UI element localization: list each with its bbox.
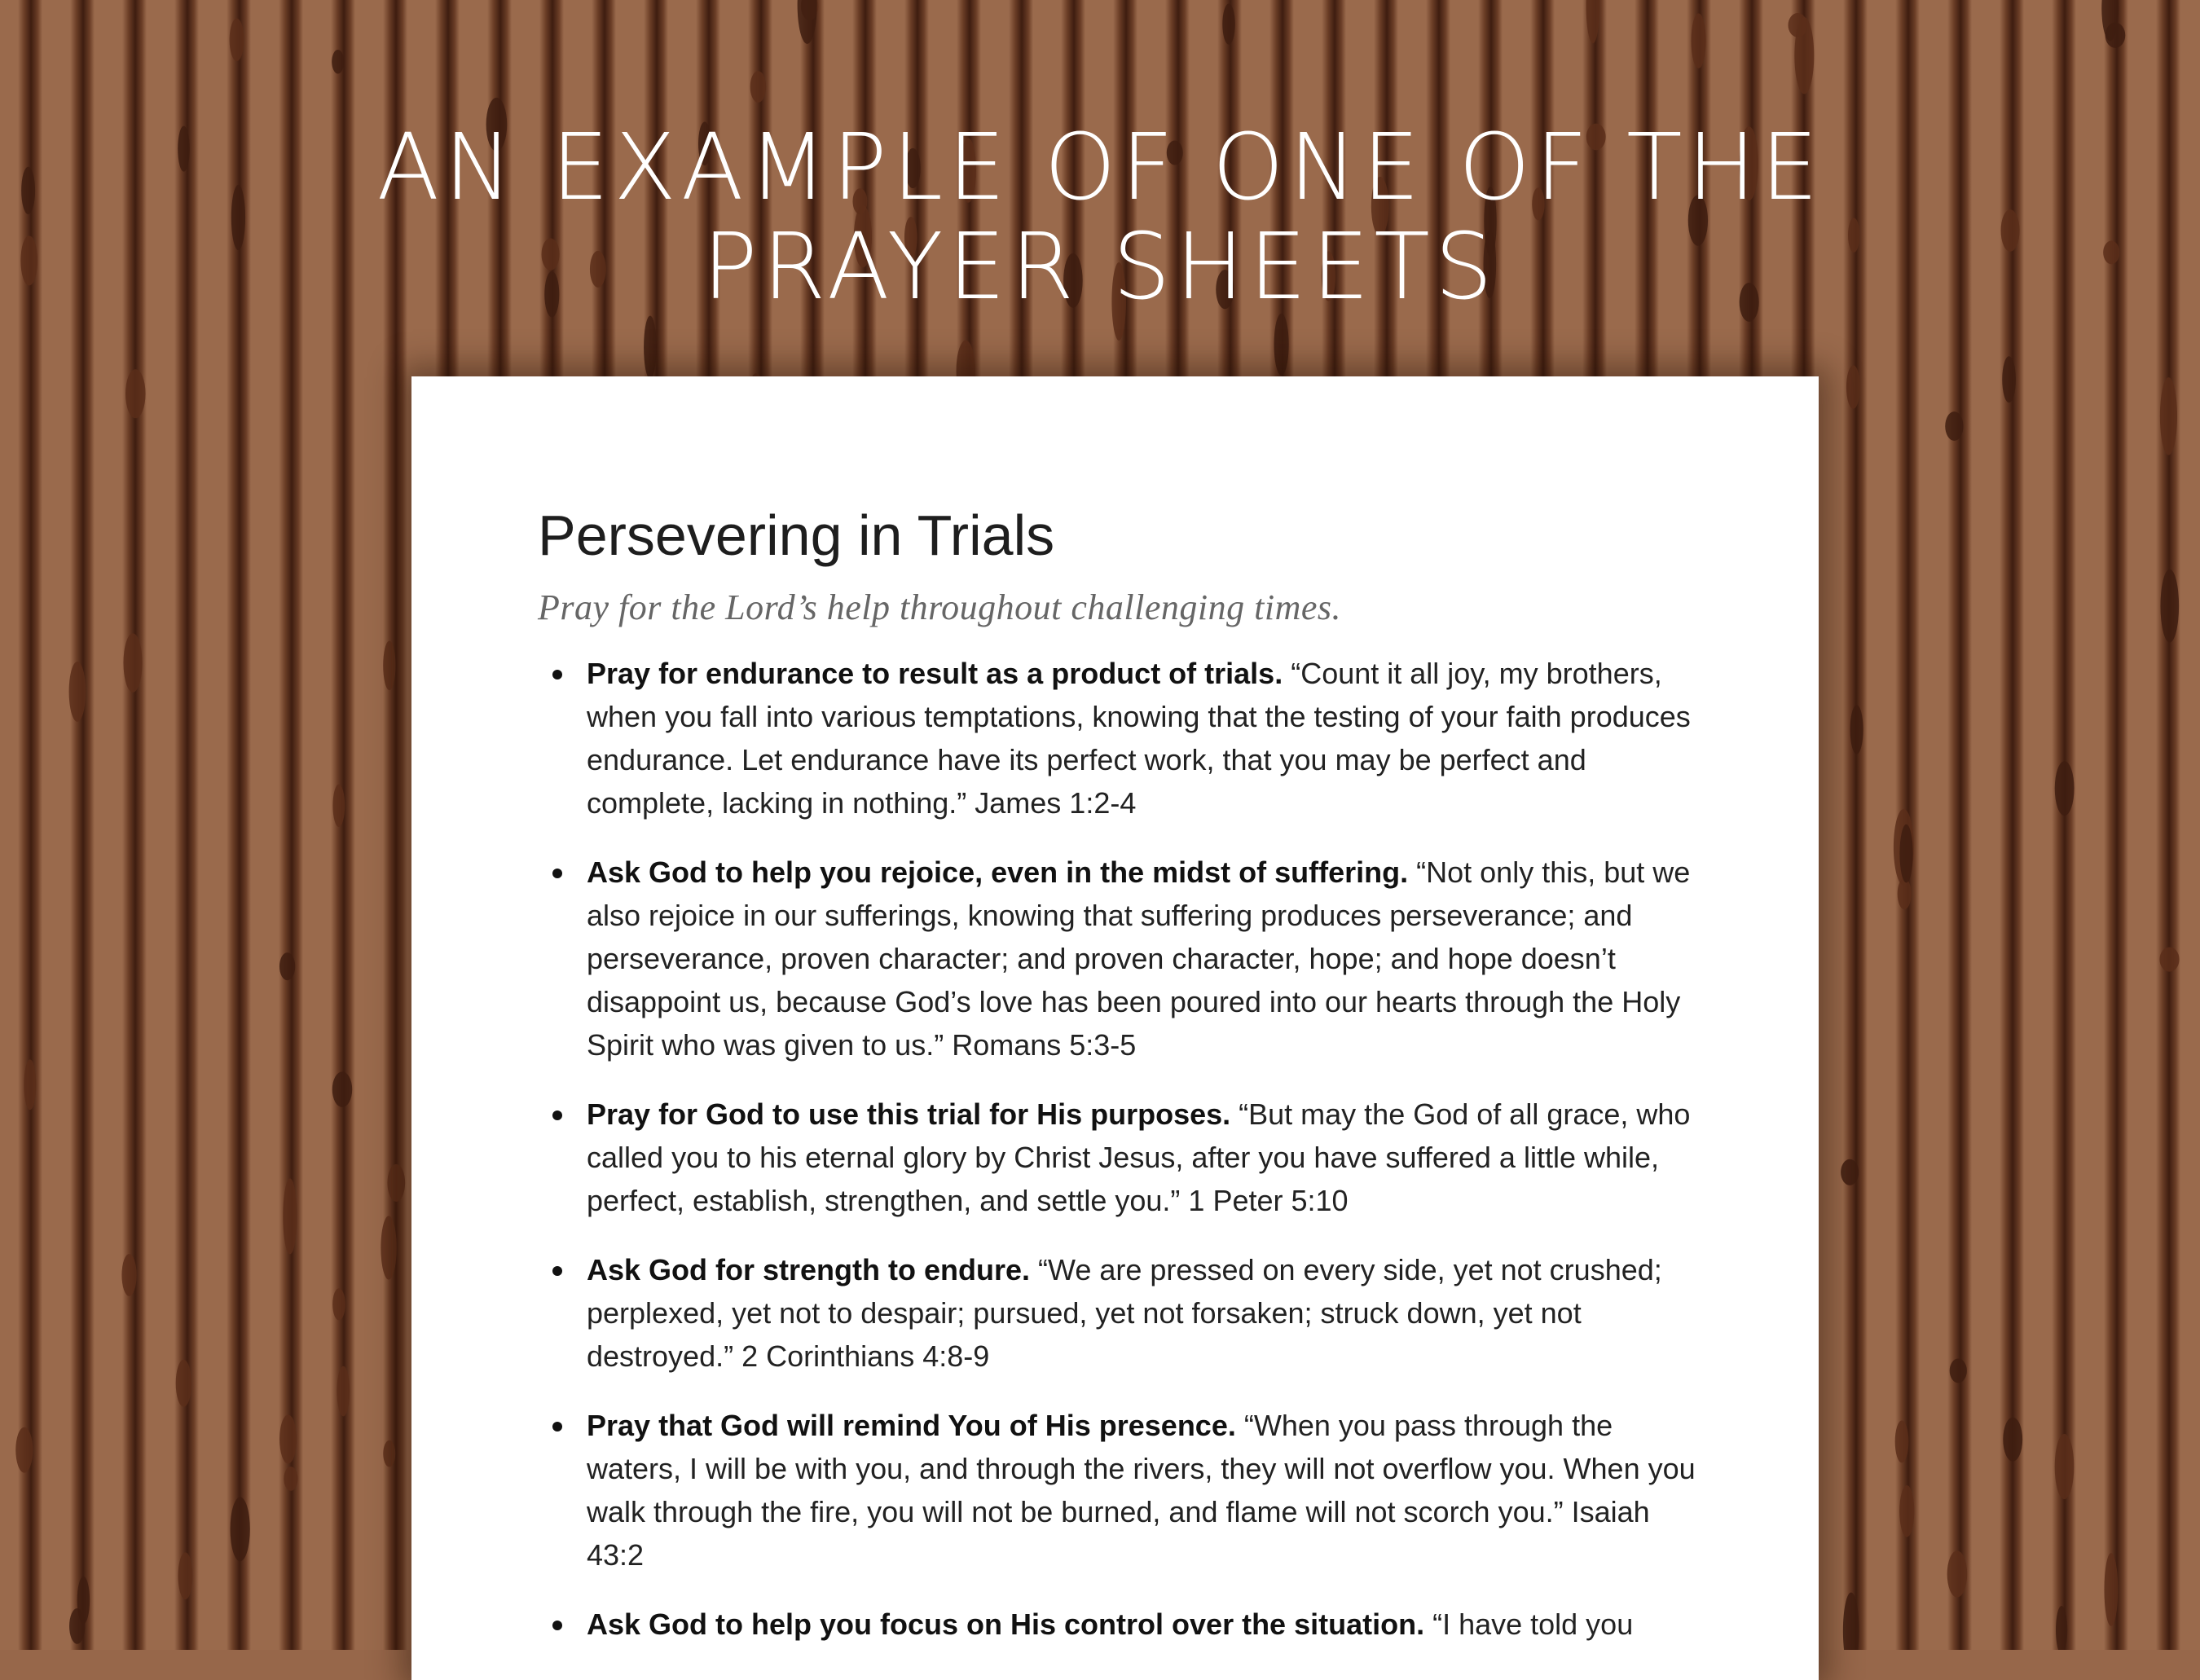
drip-blob xyxy=(230,19,244,61)
prayer-item xyxy=(538,1093,1711,1222)
prayer-item-verse: “When you pass through the waters, I will be with you, and through the rivers, they will not overflow you. When you walk through the fire, you will not be burned, and flame will not scorch you.” Isaiah 43:2 xyxy=(587,1409,1696,1572)
drip-blob xyxy=(2002,356,2016,402)
prayer-item xyxy=(538,1248,1711,1378)
drip-blob xyxy=(15,1427,33,1473)
bullet-icon xyxy=(552,670,562,679)
drip-blob xyxy=(1947,1550,1968,1597)
drip-blob xyxy=(337,1366,350,1417)
drip-blob xyxy=(332,1288,345,1320)
drip-blob xyxy=(1274,314,1289,376)
prayer-item-lead: Ask God to help you focus on His control over the situation. xyxy=(587,1607,1425,1641)
prayer-item-lead: Pray for God to use this trial for His purposes. xyxy=(587,1097,1231,1131)
prayer-item xyxy=(538,1603,1711,1646)
drip-blob xyxy=(2105,23,2126,48)
prayer-item-lead: Ask God to help you rejoice, even in the midst of suffering. xyxy=(587,855,1409,889)
drip-blob xyxy=(176,1360,191,1407)
prayer-list xyxy=(538,652,1711,1646)
drip-blob xyxy=(125,369,146,418)
drip-blob xyxy=(1691,13,1705,68)
drip-blob xyxy=(1899,825,1912,883)
drip-blob xyxy=(1843,1592,1859,1650)
drip-blob xyxy=(2055,761,2075,816)
bullet-icon xyxy=(552,869,562,878)
drip-blob xyxy=(332,1071,352,1107)
drip-blob xyxy=(2055,1434,2075,1499)
drip-blob xyxy=(1899,1485,1914,1537)
drip-blob xyxy=(2160,377,2177,455)
drip-blob xyxy=(279,1414,297,1463)
drip-blob xyxy=(231,1497,250,1561)
prayer-sheet xyxy=(411,376,1819,1680)
drip-blob xyxy=(1850,705,1863,754)
drip-blob xyxy=(69,1608,85,1644)
drip-blob xyxy=(2104,1553,2118,1626)
drip-blob xyxy=(121,1254,136,1296)
drip-blob xyxy=(1788,13,1806,37)
drip-blob xyxy=(284,1467,297,1491)
drip-blob xyxy=(1898,878,1912,909)
drip-blob xyxy=(332,50,344,73)
drip-blob xyxy=(283,1178,297,1254)
prayer-sheet-content xyxy=(538,499,1711,1672)
prayer-item-verse: “Count it all joy, my brothers, when you fall into various temptations, knowing that the testing of your faith produces endurance. Let endurance have its perfect work, that you may be perfect and complete, lacking in nothing.” James 1:2-4 xyxy=(587,657,1691,820)
drip-blob xyxy=(1222,4,1235,45)
drip-blob xyxy=(2159,948,2179,972)
drip-blob xyxy=(1846,365,1860,408)
prayer-item xyxy=(538,652,1711,825)
drip-blob xyxy=(383,641,395,691)
drip-blob xyxy=(123,633,142,692)
drip-blob xyxy=(1945,411,1963,441)
drip-blob xyxy=(69,662,86,722)
drip-blob xyxy=(2056,1606,2067,1650)
prayer-item xyxy=(538,1404,1711,1577)
sheet-title: Persevering in Trials xyxy=(538,504,1055,567)
bullet-icon xyxy=(552,1422,562,1432)
prayer-item-verse: “But may the God of all grace, who called you to his eternal glory by Christ Jesus, after you have suffered a little while, perfect, establish, strengthen, and settle you.” 1 Peter 5:10 xyxy=(587,1097,1691,1217)
bullet-icon xyxy=(552,1621,562,1630)
prayer-item-verse: “Not only this, but we also rejoice in our sufferings, knowing that suffering produces perseverance; and perseverance, proven character; and proven character, hope; and hope doesn’t disappoint us, because God’s love has been poured into our hearts through the Holy Spirit who was given to us.” Romans 5:3-5 xyxy=(587,855,1691,1062)
drip-blob xyxy=(1586,0,1600,43)
drip-blob xyxy=(1895,1420,1909,1462)
prayer-item-verse: “I have told you xyxy=(1424,1607,1634,1641)
headline-line-2: PRAYER SHEETS xyxy=(702,214,1498,320)
bullet-icon xyxy=(552,1266,562,1276)
drip-blob xyxy=(2160,570,2179,643)
drip-blob xyxy=(387,1164,405,1202)
sheet-subtitle: Pray for the Lord’s help throughout challenging times. xyxy=(538,587,1341,627)
drip-blob xyxy=(24,1059,36,1110)
drip-blob xyxy=(332,785,345,827)
drip-blob xyxy=(178,1552,193,1599)
drip-blob xyxy=(381,1216,396,1279)
drip-blob xyxy=(383,1440,395,1467)
headline-line-1: AN EXAMPLE OF ONE OF THE xyxy=(376,115,1824,221)
bullet-icon xyxy=(552,1110,562,1120)
drip-blob xyxy=(2003,1418,2022,1462)
drip-blob xyxy=(1841,1159,1859,1185)
drip-blob xyxy=(644,316,657,379)
prayer-item xyxy=(538,851,1711,1066)
prayer-item-lead: Pray that God will remind You of His presence. xyxy=(587,1409,1236,1442)
prayer-item-verse: “We are pressed on every side, yet not crushed; perplexed, yet not to despair; pursued, yet not forsaken; struck down, yet not destroyed.” 2 Corinthians 4:8-9 xyxy=(587,1253,1662,1373)
drip-blob xyxy=(279,952,295,980)
prayer-item-lead: Pray for endurance to result as a product of trials. xyxy=(587,657,1283,690)
page-headline xyxy=(0,115,2200,320)
prayer-item-lead: Ask God for strength to endure. xyxy=(587,1253,1031,1286)
drip-blob xyxy=(798,0,817,44)
drip-blob xyxy=(1950,1358,1967,1383)
drip-blob xyxy=(750,71,767,103)
